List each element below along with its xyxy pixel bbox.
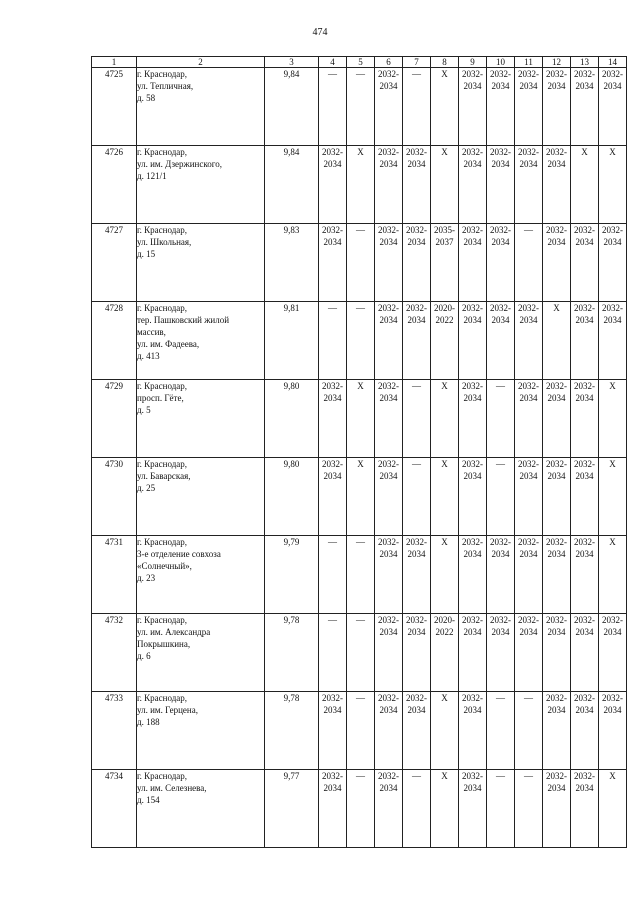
value-cell: 2032- 2034 [459, 302, 487, 380]
value-cell: 2032- 2034 [319, 224, 347, 302]
column-header: 8 [431, 57, 459, 68]
value-cell: 2032- 2034 [515, 380, 543, 458]
area-cell: 9,84 [265, 68, 319, 146]
value-cell: X [543, 302, 571, 380]
value-cell: 2032- 2034 [571, 224, 599, 302]
value-cell: — [319, 302, 347, 380]
value-cell: 2032- 2034 [515, 536, 543, 614]
table-row [92, 146, 627, 224]
value-cell: — [347, 770, 375, 848]
address-line: 3-е отделение совхоза [137, 549, 221, 559]
value-cell: X [599, 146, 627, 224]
table-row [92, 458, 627, 536]
value-cell: — [347, 536, 375, 614]
value-cell: X [347, 458, 375, 536]
value-cell: 2032- 2034 [375, 536, 403, 614]
address-line: д. 25 [137, 483, 156, 493]
value-cell: 2032- 2034 [375, 146, 403, 224]
value-cell: 2032- 2034 [459, 614, 487, 692]
address-cell [137, 458, 265, 536]
value-cell: 2032- 2034 [375, 68, 403, 146]
address-line: ул. им. Селезнева, [137, 783, 207, 793]
value-cell: 2032- 2034 [571, 536, 599, 614]
address-line: д. 188 [137, 717, 160, 727]
address-line: д. 154 [137, 795, 160, 805]
value-cell: 2032- 2034 [543, 458, 571, 536]
address-line: д. 6 [137, 651, 151, 661]
value-cell: 2032- 2034 [375, 224, 403, 302]
address-line: д. 121/1 [137, 171, 167, 181]
value-cell: 2032- 2034 [543, 68, 571, 146]
row-number: 4728 [92, 302, 137, 380]
value-cell: 2032- 2034 [571, 380, 599, 458]
value-cell: X [431, 146, 459, 224]
table-row [92, 68, 627, 146]
address-line: г. Краснодар, [137, 225, 188, 235]
row-number: 4732 [92, 614, 137, 692]
value-cell: — [347, 68, 375, 146]
address-line: д. 58 [137, 93, 156, 103]
table-row [92, 614, 627, 692]
value-cell: — [515, 692, 543, 770]
value-cell: 2032- 2034 [459, 536, 487, 614]
row-number: 4725 [92, 68, 137, 146]
value-cell: 2032- 2034 [543, 536, 571, 614]
column-header: 2 [137, 57, 265, 68]
value-cell: 2032- 2034 [403, 536, 431, 614]
address-line: ул. им. Дзержинского, [137, 159, 222, 169]
value-cell: 2032- 2034 [487, 302, 515, 380]
value-cell: 2032- 2034 [487, 224, 515, 302]
value-cell: 2032- 2034 [515, 146, 543, 224]
area-cell: 9,80 [265, 380, 319, 458]
address-line: г. Краснодар, [137, 615, 188, 625]
value-cell: — [319, 536, 347, 614]
column-header: 5 [347, 57, 375, 68]
row-number: 4729 [92, 380, 137, 458]
value-cell: — [403, 770, 431, 848]
value-cell: 2032- 2034 [375, 458, 403, 536]
address-line: ул. Тепличная, [137, 81, 194, 91]
value-cell: — [515, 770, 543, 848]
value-cell: 2032- 2034 [543, 614, 571, 692]
value-cell: 2032- 2034 [487, 614, 515, 692]
value-cell: 2032- 2034 [403, 692, 431, 770]
value-cell: X [571, 146, 599, 224]
area-cell: 9,78 [265, 692, 319, 770]
column-header: 3 [265, 57, 319, 68]
row-number: 4727 [92, 224, 137, 302]
value-cell: X [599, 536, 627, 614]
value-cell: 2032- 2034 [487, 536, 515, 614]
column-header: 9 [459, 57, 487, 68]
address-line: просп. Гёте, [137, 393, 184, 403]
row-number: 4733 [92, 692, 137, 770]
value-cell: 2032- 2034 [571, 458, 599, 536]
address-cell [137, 614, 265, 692]
value-cell: 2032- 2034 [487, 146, 515, 224]
value-cell: — [403, 458, 431, 536]
address-line: д. 23 [137, 573, 156, 583]
value-cell: 2032- 2034 [515, 68, 543, 146]
value-cell: 2020- 2022 [431, 302, 459, 380]
address-line: г. Краснодар, [137, 459, 188, 469]
column-header: 11 [515, 57, 543, 68]
value-cell: 2032- 2034 [543, 692, 571, 770]
header-row [92, 57, 627, 68]
value-cell: 2032- 2034 [599, 692, 627, 770]
value-cell: X [599, 770, 627, 848]
value-cell: 2032- 2034 [599, 68, 627, 146]
value-cell: 2032- 2034 [403, 302, 431, 380]
value-cell: X [599, 380, 627, 458]
value-cell: — [487, 770, 515, 848]
value-cell: 2032- 2034 [459, 146, 487, 224]
table-row [92, 380, 627, 458]
row-number: 4731 [92, 536, 137, 614]
value-cell: 2032- 2034 [459, 458, 487, 536]
column-header: 6 [375, 57, 403, 68]
address-line: г. Краснодар, [137, 381, 188, 391]
value-cell: — [487, 692, 515, 770]
value-cell: 2032- 2034 [515, 458, 543, 536]
column-header: 1 [92, 57, 137, 68]
value-cell: X [431, 770, 459, 848]
address-line: ул. Баварская, [137, 471, 191, 481]
value-cell: 2020- 2022 [431, 614, 459, 692]
value-cell: 2032- 2034 [319, 692, 347, 770]
address-line: д. 413 [137, 351, 160, 361]
value-cell: 2032- 2034 [487, 68, 515, 146]
column-header: 12 [543, 57, 571, 68]
value-cell: — [319, 68, 347, 146]
address-cell [137, 68, 265, 146]
address-cell [137, 380, 265, 458]
address-line: г. Краснодар, [137, 771, 188, 781]
address-line: ул. им. Фадеева, [137, 339, 200, 349]
value-cell: 2032- 2034 [571, 770, 599, 848]
table-row [92, 770, 627, 848]
area-cell: 9,79 [265, 536, 319, 614]
value-cell: X [431, 380, 459, 458]
address-line: «Солнечный», [137, 561, 192, 571]
address-cell [137, 146, 265, 224]
address-line: ул. им. Герцена, [137, 705, 198, 715]
value-cell: — [487, 380, 515, 458]
value-cell: — [319, 614, 347, 692]
page-number: 474 [312, 27, 328, 38]
value-cell: 2032- 2034 [459, 224, 487, 302]
area-cell: 9,84 [265, 146, 319, 224]
address-line: тер. Пашковский жилой [137, 315, 230, 325]
value-cell: 2032- 2034 [459, 692, 487, 770]
area-cell: 9,80 [265, 458, 319, 536]
value-cell: 2032- 2034 [319, 458, 347, 536]
value-cell: 2032- 2034 [403, 146, 431, 224]
table-row [92, 224, 627, 302]
address-line: д. 5 [137, 405, 151, 415]
table-body [92, 68, 627, 848]
address-cell [137, 224, 265, 302]
value-cell: 2032- 2034 [571, 692, 599, 770]
address-line: г. Краснодар, [137, 147, 188, 157]
address-line: ул. им. Александра [137, 627, 211, 637]
address-line: ул. Школьная, [137, 237, 192, 247]
area-cell: 9,81 [265, 302, 319, 380]
value-cell: 2032- 2034 [571, 302, 599, 380]
value-cell: X [431, 458, 459, 536]
value-cell: X [431, 536, 459, 614]
column-header: 4 [319, 57, 347, 68]
row-number: 4734 [92, 770, 137, 848]
address-line: г. Краснодар, [137, 537, 188, 547]
value-cell: 2032- 2034 [543, 770, 571, 848]
value-cell: 2032- 2034 [599, 224, 627, 302]
row-number: 4726 [92, 146, 137, 224]
value-cell: — [347, 692, 375, 770]
table-row [92, 536, 627, 614]
value-cell: 2032- 2034 [543, 380, 571, 458]
value-cell: 2032- 2034 [375, 302, 403, 380]
area-cell: 9,83 [265, 224, 319, 302]
value-cell: 2032- 2034 [571, 614, 599, 692]
value-cell: 2032- 2034 [515, 614, 543, 692]
value-cell: — [347, 302, 375, 380]
value-cell: 2032- 2034 [599, 302, 627, 380]
value-cell: — [515, 224, 543, 302]
value-cell: — [347, 224, 375, 302]
value-cell: — [403, 68, 431, 146]
value-cell: 2035- 2037 [431, 224, 459, 302]
value-cell: — [347, 614, 375, 692]
address-line: массив, [137, 327, 166, 337]
address-line: д. 15 [137, 249, 156, 259]
column-header: 14 [599, 57, 627, 68]
value-cell: 2032- 2034 [515, 302, 543, 380]
row-number: 4730 [92, 458, 137, 536]
column-header: 7 [403, 57, 431, 68]
value-cell: 2032- 2034 [571, 68, 599, 146]
address-cell [137, 302, 265, 380]
address-cell [137, 692, 265, 770]
area-cell: 9,78 [265, 614, 319, 692]
address-line: г. Краснодар, [137, 693, 188, 703]
value-cell: 2032- 2034 [459, 68, 487, 146]
table-row [92, 302, 627, 380]
address-cell [137, 770, 265, 848]
address-line: Покрышкина, [137, 639, 191, 649]
value-cell: 2032- 2034 [319, 146, 347, 224]
address-line: г. Краснодар, [137, 69, 188, 79]
value-cell: X [347, 380, 375, 458]
value-cell: 2032- 2034 [599, 614, 627, 692]
value-cell: 2032- 2034 [403, 614, 431, 692]
column-header: 13 [571, 57, 599, 68]
value-cell: 2032- 2034 [375, 614, 403, 692]
value-cell: 2032- 2034 [375, 380, 403, 458]
value-cell: 2032- 2034 [543, 146, 571, 224]
value-cell: 2032- 2034 [459, 380, 487, 458]
value-cell: X [347, 146, 375, 224]
value-cell: 2032- 2034 [319, 770, 347, 848]
address-cell [137, 536, 265, 614]
value-cell: X [431, 68, 459, 146]
value-cell: 2032- 2034 [459, 770, 487, 848]
value-cell: 2032- 2034 [319, 380, 347, 458]
registry-table [91, 56, 627, 848]
table-row [92, 692, 627, 770]
value-cell: 2032- 2034 [375, 692, 403, 770]
value-cell: X [599, 458, 627, 536]
value-cell: 2032- 2034 [375, 770, 403, 848]
value-cell: — [403, 380, 431, 458]
value-cell: X [431, 692, 459, 770]
column-header: 10 [487, 57, 515, 68]
value-cell: 2032- 2034 [543, 224, 571, 302]
value-cell: 2032- 2034 [403, 224, 431, 302]
address-line: г. Краснодар, [137, 303, 188, 313]
value-cell: — [487, 458, 515, 536]
area-cell: 9,77 [265, 770, 319, 848]
